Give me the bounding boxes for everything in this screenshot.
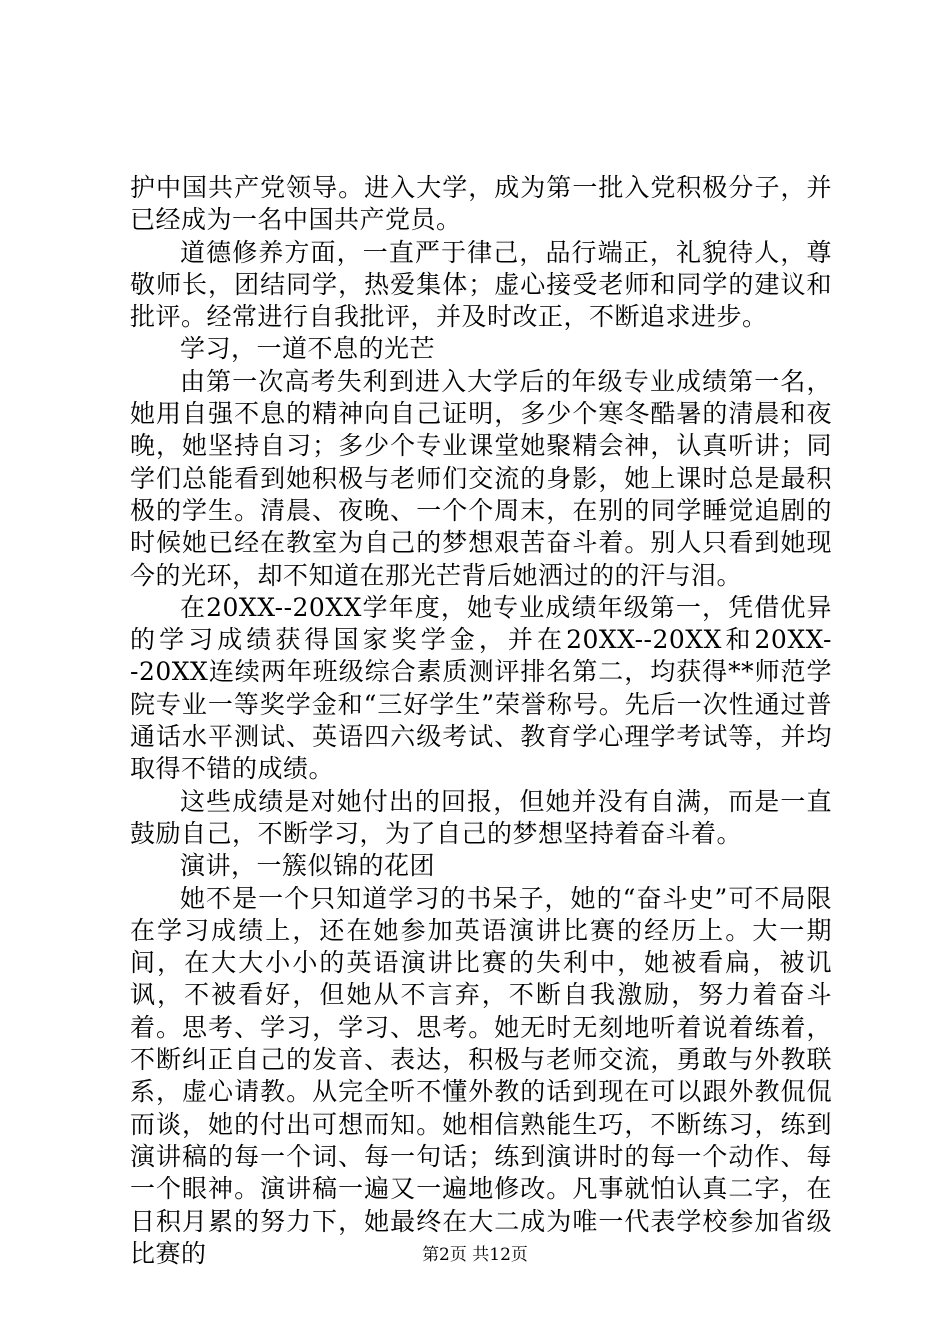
paragraph-5: 在20XX--20XX学年度，她专业成绩年级第一，凭借优异的学习成绩获得国家奖学金，并在20XX--20XX和20XX--20XX连续两年班级综合素质测评排名第二，均获得**师范学院专业一等奖学金和“三好学生”荣誉称号。先后一次性通过普通话水平测试、英语四六级考试、教育学心理学考试等，并均取得不错的成绩。 <box>130 592 832 784</box>
paragraph-8: 她不是一个只知道学习的书呆子，她的“奋斗史”可不局限在学习成绩上，还在她参加英语演讲比赛的经历上。大一期间，在大大小小的英语演讲比赛的失利中，她被看扁，被讥讽，不被看好，但她从不言弃，不断自我激励，努力着奋斗着。思考、学习，学习、思考。她无时无刻地听着说着练着，不断纠正自己的发音、表达，积极与老师交流，勇敢与外教联系，虚心请教。从完全听不懂外教的话到现在可以跟外教侃侃而谈，她的付出可想而知。她相信熟能生巧，不断练习，练到演讲稿的每一个词、每一句话；练到演讲时的每一个动作、每一个眼神。演讲稿一遍又一遍地修改。凡事就怕认真二字，在日积月累的努力下，她最终在大二成为唯一代表学校参加省级比赛的 <box>130 883 832 1268</box>
section-heading-study: 学习，一道不息的光芒 <box>180 334 436 364</box>
paragraph-4: 由第一次高考失利到进入大学后的年级专业成绩第一名，她用自强不息的精神向自己证明，多少个寒冬酷暑的清晨和夜晚，她坚持自习；多少个专业课堂她聚精会神，认真听讲；同学们总能看到她积极与老师们交流的身影，她上课时总是最积极的学生。清晨、夜晚、一个个周末，在别的同学睡觉追剧的时候她已经在教室为自己的梦想艰苦奋斗着。别人只看到她现今的光环，却不知道在那光芒背后她洒过的的汗与泪。 <box>130 366 832 590</box>
document-body <box>130 172 832 1270</box>
paragraph-2: 道德修养方面，一直严于律己，品行端正，礼貌待人，尊敬师长，团结同学，热爱集体；虚心接受老师和同学的建议和批评。经常进行自我批评，并及时改正，不断追求进步。 <box>130 237 832 332</box>
paragraph-1: 护中国共产党领导。进入大学，成为第一批入党积极分子，并已经成为一名中国共产党员。 <box>130 173 832 235</box>
section-heading-speech: 演讲，一簇似锦的花团 <box>180 851 436 881</box>
page-number-footer: 第2页 共12页 <box>422 1245 528 1265</box>
paragraph-6: 这些成绩是对她付出的回报，但她并没有自满，而是一直鼓励自己，不断学习，为了自己的梦想坚持着奋斗着。 <box>130 786 832 848</box>
